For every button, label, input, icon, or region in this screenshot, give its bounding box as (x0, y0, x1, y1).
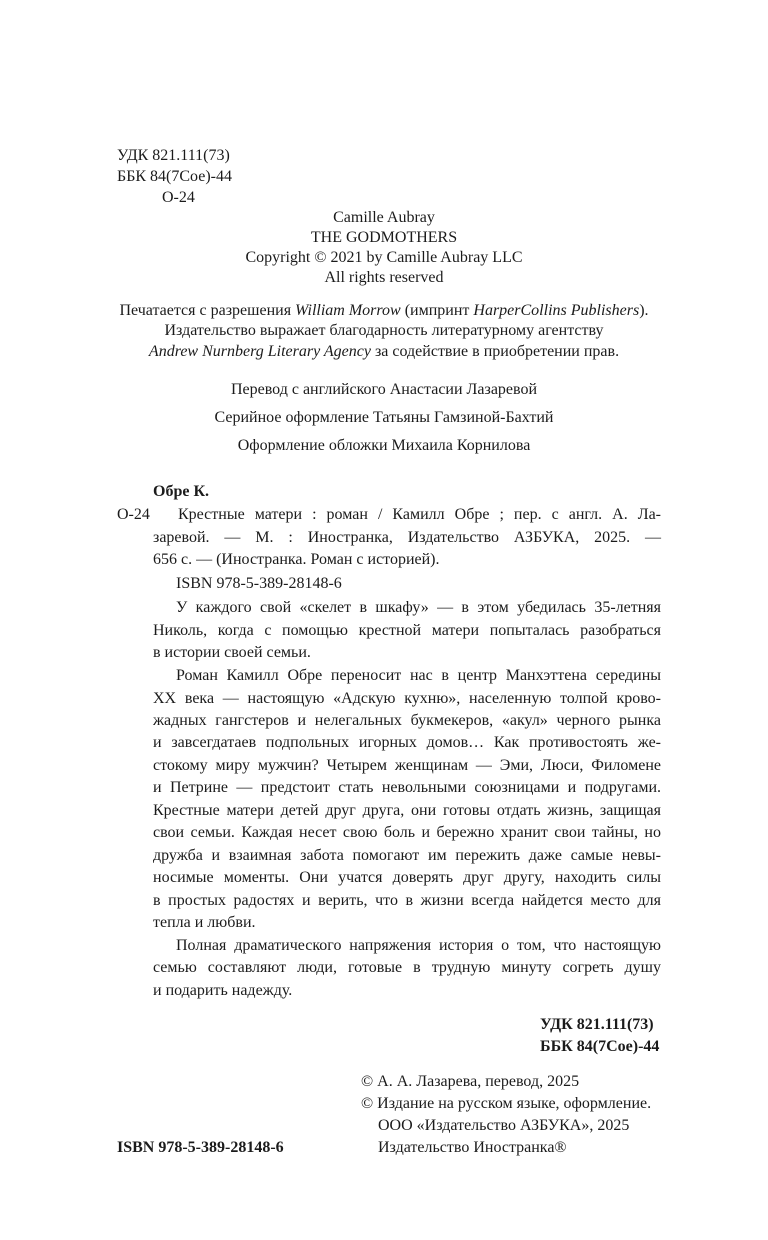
catalog-entry-line-3: 656 с. — (Иностранка. Роман с историей). (153, 551, 440, 568)
translator-credit: Перевод с английского Анастасии Лазаревой (230, 381, 538, 398)
catalog-entry-line-2: заревой. — М. : Иностранка, Издательство АЗБУКА, 2025. — (153, 529, 661, 546)
original-copyright: Copyright © 2021 by Camille Aubray LLC (245, 249, 523, 266)
edition-copyright-line-2: ООО «Издательство АЗБУКА», 2025 (378, 1117, 630, 1134)
permission-line-3: Andrew Nurnberg Literary Agency за содействие в приобретении прав. (148, 343, 620, 360)
original-author: Camille Aubray (333, 209, 435, 226)
bottom-bbk-code: ББК 84(7Сое)-44 (540, 1038, 660, 1055)
permission-line-1: Печатается с разрешения William Morrow (импринт HarperCollins Publishers). (119, 302, 649, 319)
annotation-line: семью составляют люди, готовые в трудную минуту согреть душу (153, 959, 661, 976)
original-title: THE GODMOTHERS (310, 229, 458, 246)
annotation-line: Крестные матери детей друг друга, они готовы отдать жизнь, защищая (153, 802, 661, 819)
annotation-line: и подарить надежду. (153, 982, 293, 999)
catalog-isbn: ISBN 978-5-389-28148-6 (176, 575, 342, 592)
catalog-entry-line-1: Крестные матери : роман / Камилл Обре ; пер. с англ. А. Ла- (178, 506, 661, 523)
annotation-line: тепла и любви. (153, 914, 256, 931)
annotation-line: Полная драматического напряжения история о том, что настоящую (176, 937, 661, 954)
cover-design-credit: Оформление обложки Михаила Корнилова (237, 437, 531, 454)
annotation-line: жадных гангстеров и нелегальных букмекеров, «акул» черного рынка (153, 712, 661, 729)
udk-code: УДК 821.111(73) (117, 147, 230, 164)
annotation-line: XX века — настоящую «Адскую кухню», населенную толпой крово- (153, 690, 661, 707)
annotation-line: в истории своей семьи. (153, 644, 311, 661)
annotation-line: и Петрине — предстоит стать невольными союзницами и подругами. (153, 779, 661, 796)
edition-copyright-line-3: Издательство Иностранка® (378, 1139, 567, 1156)
annotation-line: дружба и взаимная забота помогают им пережить даже самые невы- (153, 847, 661, 864)
annotation-line: носимые моменты. Они учатся доверять друг другу, находить силы (153, 869, 661, 886)
series-design-credit: Серийное оформление Татьяны Гамзиной-Бахтий (214, 409, 554, 426)
annotation-line: свои семьи. Каждая несет свою боль и бережно хранит свои тайны, но (153, 824, 661, 841)
translation-copyright: © А. А. Лазарева, перевод, 2025 (361, 1073, 580, 1090)
annotation-line: стокому миру мужчин? Четырем женщинам — Эми, Люси, Филомене (153, 757, 661, 774)
permission-line-2: Издательство выражает благодарность литературному агентству (164, 322, 604, 339)
annotation-line: Роман Камилл Обре переносит нас в центр Манхэттена середины (176, 667, 661, 684)
annotation-line: в простых радостях и верить, что в жизни всегда найдется место для (153, 892, 661, 909)
bottom-udk-code: УДК 821.111(73) (540, 1016, 654, 1033)
catalog-mark: О-24 (117, 506, 150, 523)
annotation-line: Николь, когда с помощью крестной матери попыталась разобраться (153, 622, 661, 639)
bbk-code: ББК 84(7Сое)-44 (117, 168, 232, 185)
catalog-author-heading: Обре К. (153, 483, 210, 500)
edition-copyright-line-1: © Издание на русском языке, оформление. (361, 1095, 652, 1112)
annotation-line: и завсегдатаев подпольных игорных домов… Как противостоять же- (153, 734, 661, 751)
rights-reserved: All rights reserved (324, 269, 444, 286)
bottom-isbn: ISBN 978-5-389-28148-6 (117, 1139, 284, 1156)
annotation-line: У каждого свой «скелет в шкафу» — в этом убедилась 35-летняя (176, 599, 661, 616)
author-mark: О-24 (162, 189, 195, 206)
